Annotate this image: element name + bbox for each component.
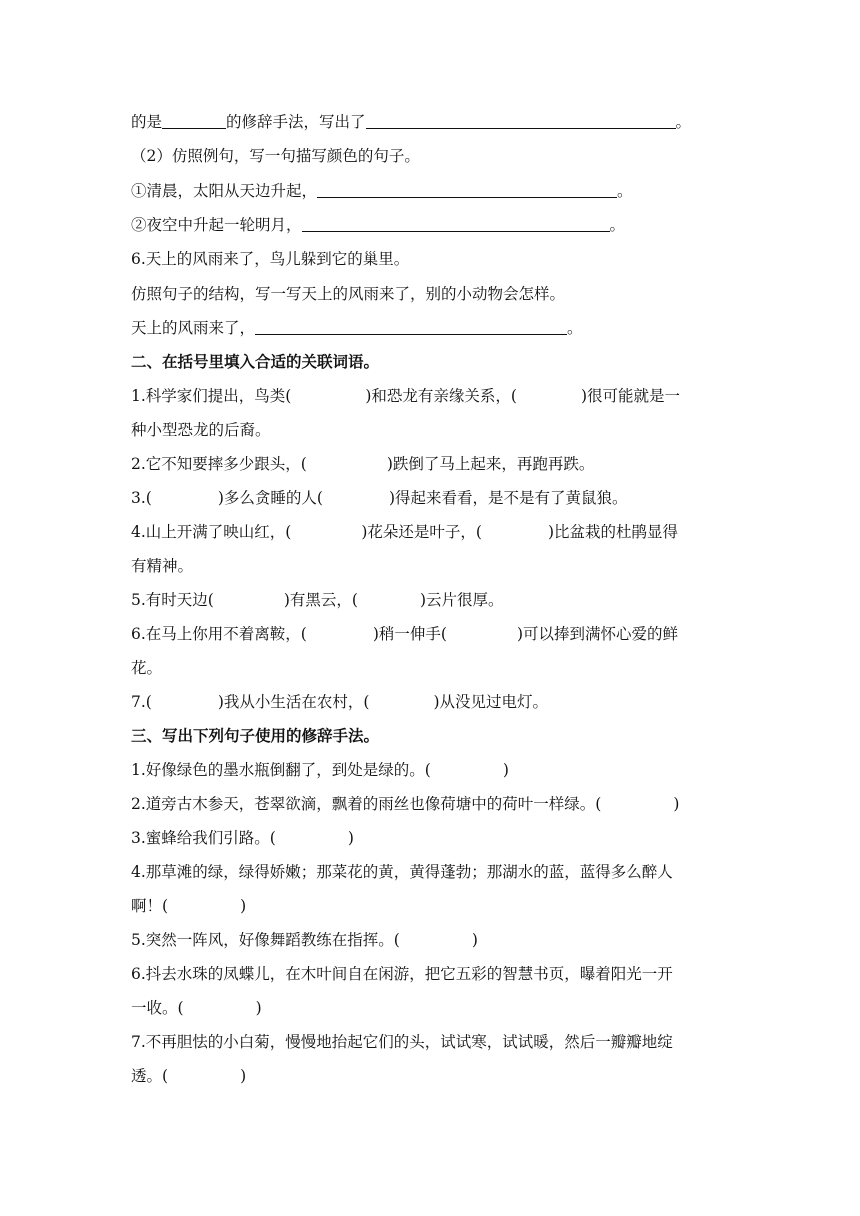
text-segment: )从没见过电灯。: [433, 693, 549, 711]
text-segment: 4.山上开满了映山红，(: [131, 523, 292, 541]
text-segment: 3.蜜蜂给我们引路。(: [131, 829, 276, 847]
text-segment: 2.它不知要摔多少跟头，(: [131, 455, 307, 473]
text-line: [131, 997, 729, 1019]
text-segment: 的修辞手法，写出了: [226, 113, 366, 131]
text-segment: 。: [617, 182, 633, 200]
text-line: [131, 487, 729, 509]
text-segment: 6.天上的风雨来了，鸟儿躲到它的巢里。: [131, 250, 410, 268]
text-segment: )花朵还是叶子，(: [361, 523, 482, 541]
text-line: [131, 895, 729, 917]
text-segment: 6.抖去水珠的凤蝶儿，在木叶间自在闲游，把它五彩的智慧书页，曝着阳光一开: [131, 965, 673, 983]
text-segment: 仿照句子的结构，写一写天上的风雨来了，别的小动物会怎样。: [131, 285, 566, 303]
text-segment: 。: [675, 113, 692, 131]
text-segment: )有黑云，(: [283, 591, 358, 609]
text-segment: )可以捧到满怀心爱的鲜: [516, 625, 679, 643]
text-segment: 2.道旁古木参天，苍翠欲滴，飘着的雨丝也像荷塘中的荷叶一样绿。(: [131, 795, 602, 813]
text-line: [131, 861, 729, 883]
section-heading: [131, 351, 729, 373]
text-segment: 6.在马上你用不着离鞍，(: [131, 625, 307, 643]
text-segment: )很可能就是一: [580, 387, 681, 405]
text-line: [131, 180, 729, 202]
text-line: [131, 145, 729, 167]
text-segment: 透。(: [131, 1067, 169, 1085]
section-heading: [131, 725, 729, 747]
text-line: [131, 385, 729, 407]
answer-blank[interactable]: [302, 214, 610, 232]
text-segment: 。: [609, 216, 626, 234]
text-segment: )多么贪睡的人(: [217, 489, 323, 507]
text-segment: )和恐龙有亲缘关系，(: [365, 387, 517, 405]
text-line: [131, 317, 729, 339]
text-segment: 5.突然一阵风，好像舞蹈教练在指挥。(: [131, 931, 400, 949]
text-line: [131, 691, 729, 713]
text-segment: 1.科学家们提出，鸟类(: [131, 387, 292, 405]
text-line: [131, 521, 729, 543]
text-segment: ): [673, 795, 680, 813]
text-segment: )比盆栽的杜鹃显得: [547, 523, 679, 541]
text-segment: ①清晨，太阳从天边升起，: [131, 182, 318, 200]
text-segment: ): [240, 1067, 247, 1085]
text-segment: 种小型恐龙的后裔。: [131, 421, 271, 439]
text-line: [131, 248, 729, 270]
text-segment: 花。: [131, 659, 163, 677]
text-segment: 1.好像绿色的墨水瓶倒翻了，到处是绿的。(: [131, 761, 431, 779]
text-segment: ): [471, 931, 478, 949]
text-segment: 有精神。: [131, 557, 194, 575]
text-segment: 啊！(: [131, 897, 169, 915]
text-segment: 一收。(: [131, 999, 184, 1017]
answer-blank[interactable]: [317, 180, 617, 198]
text-line: [131, 623, 729, 645]
answer-blank[interactable]: [255, 317, 567, 335]
text-segment: )我从小生活在农村，(: [217, 693, 370, 711]
text-segment: )稍一伸手(: [372, 625, 447, 643]
text-segment: ): [502, 761, 509, 779]
text-line: [131, 793, 729, 815]
text-line: [131, 1065, 729, 1087]
text-line: [131, 963, 729, 985]
text-line: [131, 1031, 729, 1053]
text-segment: 3.(: [131, 489, 152, 507]
text-segment: 三、写出下列句子使用的修辞手法。: [131, 727, 380, 745]
text-segment: ): [255, 999, 262, 1017]
text-segment: ): [240, 897, 247, 915]
text-line: [131, 111, 729, 133]
text-line: [131, 589, 729, 611]
text-segment: )云片很厚。: [419, 591, 504, 609]
text-segment: 5.有时天边(: [131, 591, 214, 609]
text-segment: 7.不再胆怯的小白菊，慢慢地抬起它们的头，试试寒，试试暖，然后一瓣瓣地绽: [131, 1033, 673, 1051]
text-segment: 二、在括号里填入合适的关联词语。: [131, 353, 380, 371]
text-segment: ②夜空中升起一轮明月，: [131, 216, 302, 234]
answer-blank[interactable]: [162, 111, 226, 129]
text-segment: ): [347, 829, 354, 847]
text-segment: 的是: [131, 113, 163, 131]
text-segment: 4.那草滩的绿，绿得娇嫩；那菜花的黄，黄得蓬勃；那湖水的蓝，蓝得多么醉人: [131, 863, 673, 881]
text-segment: （2）仿照例句，写一句描写颜色的句子。: [131, 147, 420, 165]
text-segment: )得起来看看，是不是有了黄鼠狼。: [388, 489, 628, 507]
text-line: [131, 453, 729, 475]
answer-blank[interactable]: [366, 111, 676, 129]
text-line: [131, 214, 729, 236]
text-line: [131, 283, 729, 305]
text-line: [131, 759, 729, 781]
text-segment: 天上的风雨来了，: [131, 319, 256, 337]
text-line: [131, 929, 729, 951]
text-segment: 7.(: [131, 693, 152, 711]
text-segment: )跌倒了马上起来，再跑再跌。: [386, 455, 595, 473]
text-line: [131, 419, 729, 441]
text-line: [131, 555, 729, 577]
text-line: [131, 657, 729, 679]
text-line: [131, 827, 729, 849]
text-segment: 。: [567, 319, 583, 337]
